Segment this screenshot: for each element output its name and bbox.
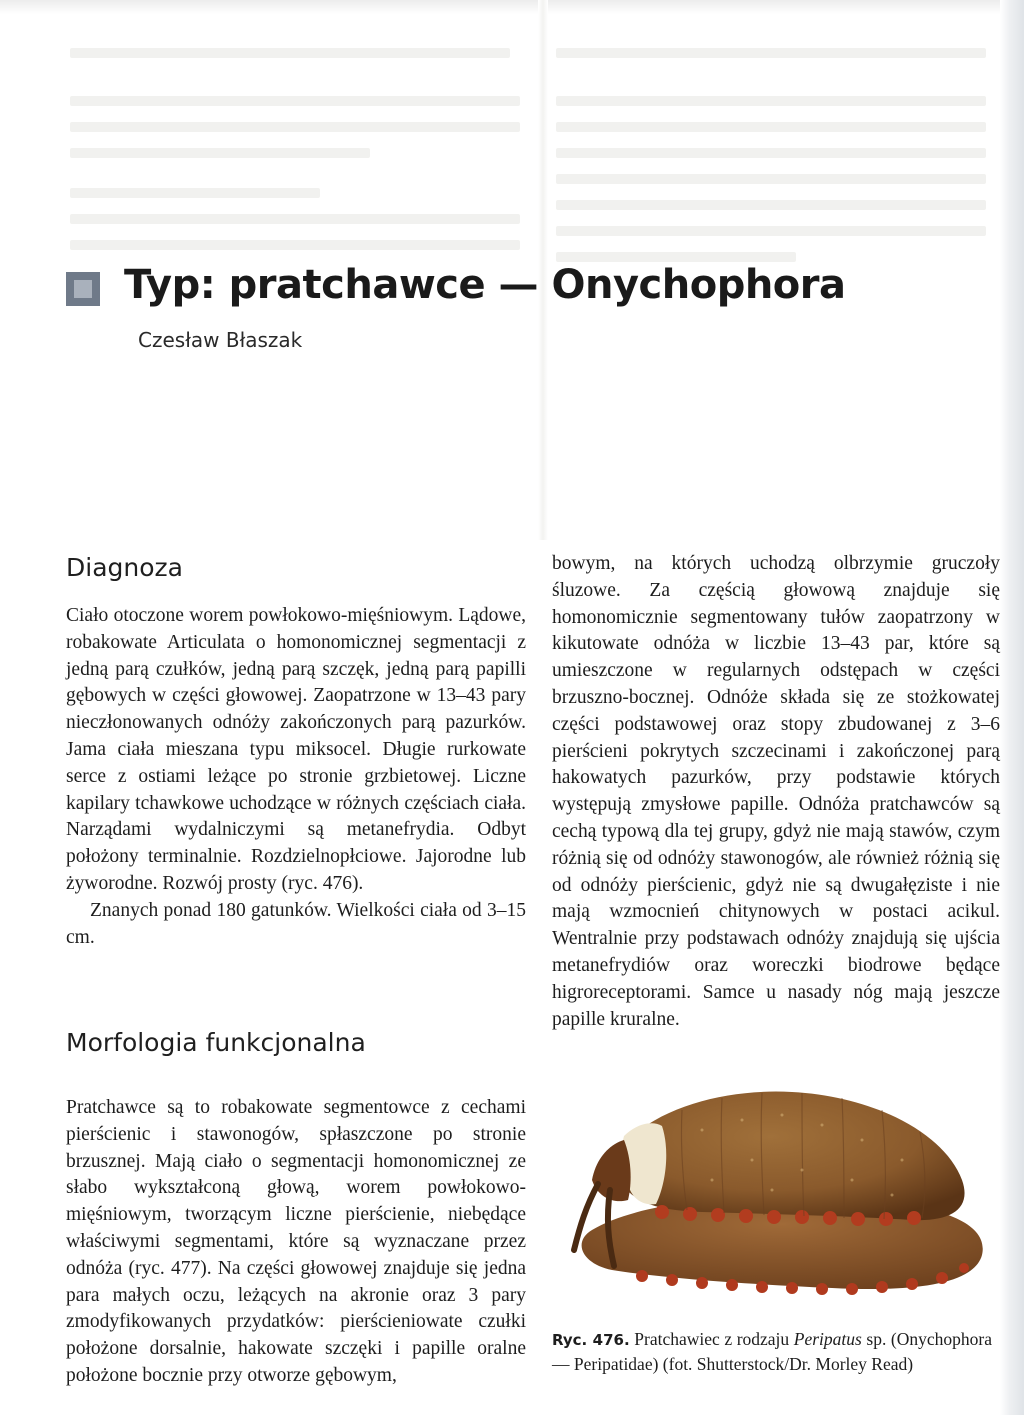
section-marker-box [66, 272, 100, 306]
heading-diagnoza: Diagnoza [66, 553, 183, 582]
page-right-edge [1000, 0, 1024, 1415]
caption-genus: Peripatus [793, 1329, 862, 1349]
figure-label: Ryc. 476. [552, 1331, 630, 1349]
diagnoza-text [66, 603, 526, 951]
velvet-worm-photo [552, 1080, 996, 1320]
caption-text-a: Pratchawiec z rodzaju [629, 1329, 794, 1349]
author-name: Czesław Błaszak [138, 328, 303, 352]
figure-caption [552, 1327, 992, 1376]
heading-morfologia: Morfologia funkcjonalna [66, 1028, 366, 1057]
caption-text-b: sp. (Onychophora — Peripatidae) (fot. Shutterstock/Dr. Morley Read) [552, 1329, 992, 1374]
page-title: Typ: pratchawce — Onychophora [124, 262, 846, 308]
diagnoza-paragraph-2: Znanych ponad 180 gatunków. Wielkości ciała od 3–15 cm. [66, 899, 526, 948]
diagnoza-paragraph-1: Ciało otoczone worem powłokowo-mięśniowym. Lądowe, robakowate Articulata o homonomicznej segmentacji z jedną parą czułków, jedną parą szczęk, jedną parą papilli gębowych w części głowowej. Zaopatrzone w 13–43 pary nieczłonowanych odnóży zakończonych parą pazurków. Jama ciała mieszana typu miksocel. Długie rurkowate serce z ostiami leżące po stronie grzbietowej. Liczne kapilary tchawkowe uchodzące w różnych częściach ciała. Narządami wydalniczymi są metanefrydia. Odbyt położony terminalnie. Rozdzielnopłciowe. Jajorodne lub żyworodne. Rozwój prosty (ryc. 476). [66, 605, 526, 894]
morfologia-text [66, 1095, 526, 1390]
right-column-paragraph: bowym, na których uchodzą olbrzymie gruczoły śluzowe. Za częścią głowową znajduje się homonomicznie segmentowany tułów zaopatrzony w kikutowate odnóża w liczbie 13–43 par, które są umieszczone w regularnych odstępach w części brzuszno-bocznej. Odnóże składa się ze stożkowatej części podstawowej oraz stopy zbudowanej z 3–6 pierścieni pokrytych szczecinami i zakończonej parą hakowatych pazurków, przy podstawie których występują zmysłowe papille. Odnóża pratchawców są cechą typową dla tej grupy, gdyż nie mają stawów, czym różnią się od odnóży stawonogów, ale również różnią się od odnóży pierścienic, gdyż nie są dwugałęziste i nie mają wzmocnień chitynowych w postaci acikul. Wentralnie przy podstawach odnóży znajdują się ujścia metanefrydiów oraz woreczki biodrowe będące higroreceptorami. Samce u nasady nóg mają jeszcze papille kruralne. [552, 553, 1000, 1030]
morfologia-paragraph: Pratchawce są to robakowate segmentowce z cechami pierścienic i stawonogów, spłaszczone po stronie brzusznej. Mają ciało o segmentacji homonomicznej ze słabo wykształconą głową, worem powłokowo-mięśniowym, tworzącym liczne pierścienie, niebędące właściwymi segmentami, które są wyznaczane przez odnóża (ryc. 477). Na części głowowej znajduje się jedna para małych oczu, leżących na akronie oraz 3 pary zmodyfikowanych przydatków: pierścieniowate czułki położone dorsalnie, hakowate szczęki i papille oralne położone bocznie przy otworze gębowym, [66, 1097, 526, 1386]
right-column-text [552, 551, 1000, 1033]
page-top-shadow [0, 0, 1024, 14]
